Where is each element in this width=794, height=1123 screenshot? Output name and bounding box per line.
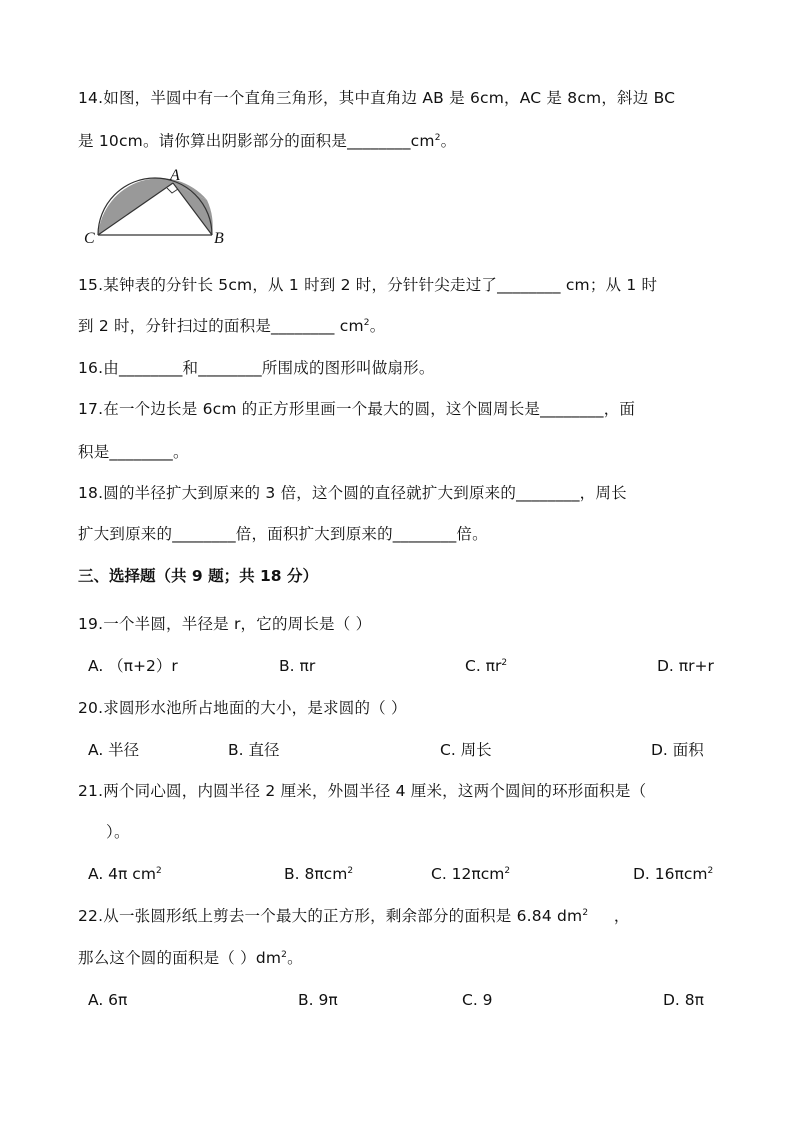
q15-line-2-end: 。 bbox=[369, 317, 386, 335]
semicircle-triangle-figure bbox=[84, 164, 234, 248]
q22-line-2-end: 。 bbox=[287, 949, 303, 967]
q16-line-1: 16.由________和________所围成的图形叫做扇形。 bbox=[78, 359, 435, 377]
q21-line-1: 21.两个同心圆，内圆半径 2 厘米，外圆半径 4 厘米，这两个圆间的环形面积是（ bbox=[78, 782, 647, 800]
q21-option-d bbox=[633, 864, 713, 884]
q21-option-d-superscript: 2 bbox=[707, 866, 714, 876]
q15-superscript: 2 bbox=[363, 318, 370, 328]
q20-option-d: D. 面积 bbox=[651, 741, 704, 759]
q21-option-b bbox=[284, 864, 353, 884]
q17-line-1: 17.在一个边长是 6cm 的正方形里画一个最大的圆，这个圆周长是________，面 bbox=[78, 400, 636, 418]
q18-line-1: 18.圆的半径扩大到原来的 3 倍，这个圆的直径就扩大到原来的________，周长 bbox=[78, 484, 627, 502]
q22-option-a: A. 6π bbox=[88, 991, 128, 1009]
q21-option-a bbox=[88, 864, 162, 884]
q22-option-c: C. 9 bbox=[462, 991, 493, 1009]
right-angle-mark bbox=[167, 188, 178, 193]
label-c: C bbox=[84, 230, 95, 247]
q21-option-b-superscript: 2 bbox=[347, 866, 354, 876]
q19-stem: 19.一个半圆，半径是 r，它的周长是（ ） bbox=[78, 615, 372, 633]
q17-line-2: 积是________。 bbox=[78, 443, 189, 461]
q21-option-d-text: D. 16πcm bbox=[633, 865, 708, 883]
q15-line-2-text: 到 2 时，分针扫过的面积是________ cm bbox=[78, 317, 364, 335]
q22-line-2 bbox=[78, 948, 303, 968]
q22-line-1 bbox=[78, 906, 630, 926]
q20-option-b: B. 直径 bbox=[228, 741, 280, 759]
q22-line-2-text: 那么这个圆的面积是（ ）dm bbox=[78, 949, 282, 967]
q14-line-1: 14.如图，半圆中有一个直角三角形，其中直角边 AB 是 6cm，AC 是 8cm，斜边 BC bbox=[78, 89, 676, 107]
q14-superscript: 2 bbox=[434, 133, 441, 143]
q19-option-c-text: C. πr bbox=[465, 657, 502, 675]
q19-option-a: A. （π+2）r bbox=[88, 657, 178, 675]
q22-option-b: B. 9π bbox=[298, 991, 338, 1009]
q21-line-2: ）。 bbox=[106, 823, 130, 841]
q22-line-2-superscript: 2 bbox=[281, 950, 288, 960]
q22-line-1-superscript: 2 bbox=[582, 908, 589, 918]
q20-stem: 20.求圆形水池所占地面的大小，是求圆的（ ） bbox=[78, 699, 407, 717]
q21-option-a-superscript: 2 bbox=[155, 866, 162, 876]
q15-line-1: 15.某钟表的分针长 5cm，从 1 时到 2 时，分针针尖走过了________ cm；从 1 时 bbox=[78, 276, 658, 294]
label-a: A bbox=[170, 167, 180, 184]
q22-line-1-end: ， bbox=[588, 907, 630, 925]
q20-option-a: A. 半径 bbox=[88, 741, 140, 759]
q19-option-c-superscript: 2 bbox=[501, 658, 508, 668]
q21-option-c-superscript: 2 bbox=[504, 866, 511, 876]
q21-option-a-text: A. 4π cm bbox=[88, 865, 156, 883]
q21-option-c bbox=[431, 864, 510, 884]
q19-option-b: B. πr bbox=[279, 657, 316, 675]
q21-option-c-text: C. 12πcm bbox=[431, 865, 505, 883]
label-b: B bbox=[214, 230, 224, 247]
q22-option-d: D. 8π bbox=[663, 991, 704, 1009]
q19-option-d: D. πr+r bbox=[657, 657, 714, 675]
q18-line-2: 扩大到原来的________倍，面积扩大到原来的________倍。 bbox=[78, 525, 488, 543]
q22-line-1-text: 22.从一张圆形纸上剪去一个最大的正方形，剩余部分的面积是 6.84 dm bbox=[78, 907, 583, 925]
q14-line-2-end: 。 bbox=[440, 132, 457, 150]
section-3-title: 三、选择题（共 9 题；共 18 分） bbox=[78, 567, 318, 585]
q21-option-b-text: B. 8πcm bbox=[284, 865, 348, 883]
q14-line-2 bbox=[78, 131, 456, 151]
q20-option-c: C. 周长 bbox=[440, 741, 492, 759]
q19-option-c bbox=[465, 656, 507, 676]
q15-line-2 bbox=[78, 316, 385, 336]
q14-line-2-text: 是 10cm。请你算出阴影部分的面积是________cm bbox=[78, 132, 435, 150]
